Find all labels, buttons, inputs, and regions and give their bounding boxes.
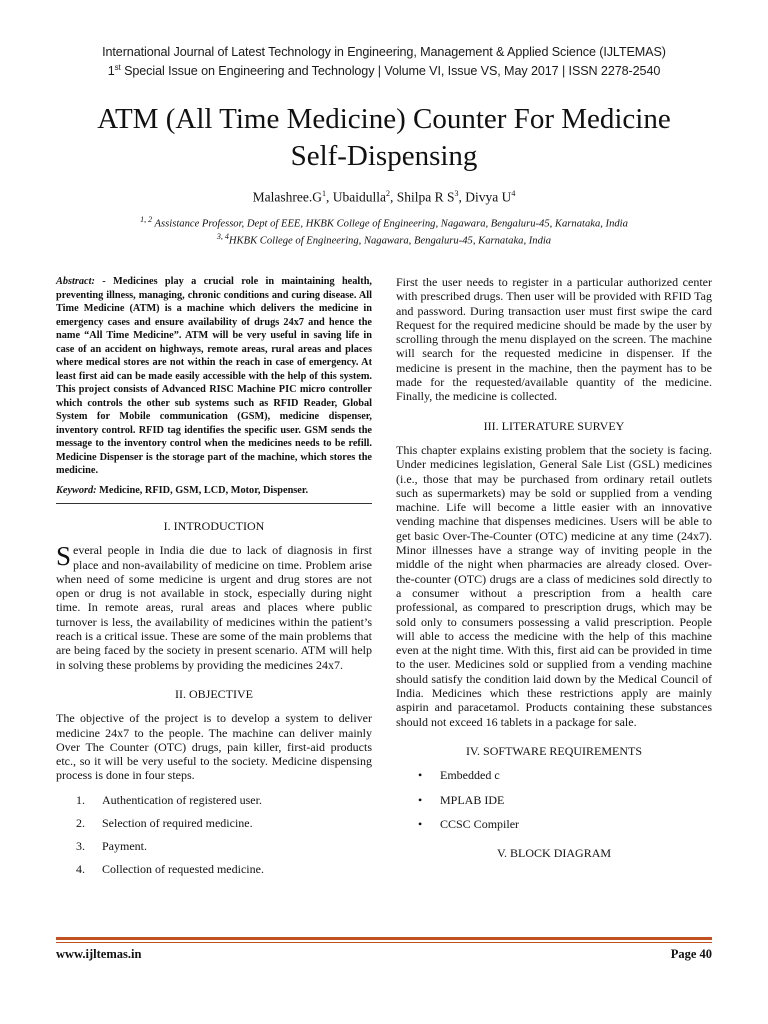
list-text: Collection of requested medicine. <box>102 862 264 877</box>
issue-ordinal-suffix: st <box>114 63 121 72</box>
abstract-text: - Medicines play a crucial role in maintaining health, preventing illness, managing, chronic conditions and curing disease. All Time Medicine (ATM) is a machine which delivers the medicine in emergency cases and ensure availability of drugs 24x7 and hence the name “All Time Medicine”. ATM will be very useful in saving life in case of an accident on highways, remote areas, rural areas and places where medical stores are not within the reach in case of emergency. At least first aid can be made easily accessible with the help of this system. This project consists of Advanced RISC Machine PIC micro controller which controls the other sub systems such as RFID Reader, Global System for Mobile communication (GSM), medicine dispenser, inventory control. RFID tag identifies the specific user. GSM sends the message to the inventory control when the medicines needs to be refill. Medicine Dispenser is the storage part of the machine, which stores the medicine. <box>56 276 372 476</box>
keywords-text: Medicine, RFID, GSM, LCD, Motor, Dispenser. <box>96 484 309 496</box>
section-heading-software-requirements: IV. SOFTWARE REQUIREMENTS <box>465 743 643 758</box>
author-name: Shilpa R S <box>396 189 455 205</box>
left-column <box>56 275 372 886</box>
affiliation-2-sup: 3, 4 <box>216 232 229 241</box>
list-text: Selection of required medicine. <box>102 815 253 830</box>
process-paragraph: First the user needs to register in a particular authorized center with prescribed drugs. Then user will be provided with RFID Tag and password. During transaction user must first swipe the card Request for the required medicine should be made by the user by scrolling through the menu displayed on the screen. The machine will search for the requested medicine in dispenser. If the medicine is present in the machine, then the payment has to be made for the requested/available quantity of the medicine. Finally, the medicine is collected. <box>396 275 712 404</box>
software-requirements-list <box>396 768 712 831</box>
list-item <box>418 792 712 807</box>
title-line-1: ATM (All Time Medicine) Counter For Medicine <box>97 103 671 135</box>
footer-website-link[interactable]: www.ijltemas.in <box>56 947 142 961</box>
keywords-label: Keyword: <box>56 484 97 496</box>
list-item <box>418 816 712 831</box>
affiliation-1-text: Assistance Professor, Dept of EEE, HKBK College of Engineering, Nagawara, Bengaluru-45, Karnataka, India <box>152 218 628 230</box>
section-heading-introduction: I. INTRODUCTION <box>163 519 265 533</box>
footer-rule-thin <box>56 942 712 943</box>
issue-header <box>0 63 768 78</box>
journal-header: International Journal of Latest Technology in Engineering, Management & Applied Science (IJLTEMAS) <box>102 45 666 59</box>
list-item <box>76 815 372 830</box>
page-number: Page 40 <box>670 947 712 961</box>
footer-rule-thick <box>56 937 712 940</box>
author-list <box>0 189 768 206</box>
list-number: 4. <box>76 862 85 877</box>
list-text: Payment. <box>102 839 147 854</box>
author-sep: , <box>458 189 466 205</box>
author-sup: 3 <box>454 189 459 198</box>
author-sup: 1 <box>321 189 326 198</box>
title-line-2: Self-Dispensing <box>290 140 478 172</box>
issue-details: Special Issue on Engineering and Technology | Volume VI, Issue VS, May 2017 | ISSN 2278-2540 <box>120 64 661 79</box>
author-sup: 2 <box>385 189 390 198</box>
keywords <box>56 484 372 505</box>
list-text: Embedded c <box>440 768 500 783</box>
author-sep: , <box>389 189 397 205</box>
issue-ordinal: 1 <box>107 64 115 79</box>
author-sep: , <box>325 189 333 205</box>
affiliation-1 <box>0 215 768 230</box>
affiliation-1-sup: 1, 2 <box>140 215 153 224</box>
list-item <box>76 792 372 807</box>
list-number: 3. <box>76 839 85 854</box>
list-text: CCSC Compiler <box>440 816 520 831</box>
affiliation-2 <box>0 232 768 247</box>
author-name: Divya U <box>465 189 512 205</box>
list-item <box>76 862 372 877</box>
list-number: 1. <box>76 792 85 807</box>
section-heading-objective: II. OBJECTIVE <box>175 686 253 701</box>
list-text: MPLAB IDE <box>440 792 505 807</box>
affiliation-2-text: HKBK College of Engineering, Nagawara, Bengaluru-45, Karnataka, India <box>228 235 552 247</box>
bullet-icon: • <box>418 792 423 807</box>
abstract-label: Abstract: <box>56 276 95 287</box>
drop-cap: S <box>56 541 72 572</box>
section-heading-literature-survey: III. LITERATURE SURVEY <box>483 418 625 433</box>
abstract <box>56 275 372 478</box>
author-name: Ubaidulla <box>332 189 386 205</box>
right-column <box>396 275 712 870</box>
dispensing-steps-list <box>56 793 372 877</box>
objective-paragraph: The objective of the project is to develop a system to deliver medicine 24x7 to the people. The machine can deliver mainly Over The Counter (OTC) drugs, pain killer, first-aid products etc., so it will be very useful to the society. Medicine dispensing process is done in four steps. <box>56 711 372 783</box>
introduction-text: everal people in India die due to lack of diagnosis in first place and non-availability of medicine on time. Problem arise when need of some medicine is urgent and drug stores are not open or drug is not available in stock, especially during night time. In remote areas, rural areas and places where public turnover is less, the availability of medicines within the patient’s reach is a critical issue. These are some of the main problems that are being faced by the society in present scenario. ATM will help in solving these problems by providing the medicines 24x7. <box>56 543 372 672</box>
bullet-icon: • <box>418 768 423 783</box>
list-item <box>76 839 372 854</box>
section-heading-block-diagram: V. BLOCK DIAGRAM <box>496 846 612 861</box>
paper-title <box>0 101 768 175</box>
list-text: Authentication of registered user. <box>102 792 262 807</box>
author-name: Malashree.G <box>252 189 322 205</box>
introduction-paragraph <box>56 543 372 672</box>
literature-paragraph: This chapter explains existing problem that the society is facing. Under medicines legislation, General Sale List (GSL) medicines (i.e., those that may be purchased from ordinary retail outlets such as supermarkets) may be sold or supplied from a vending machine. Life will become a little easier with an innovative vending machine that dispenses medicines. Users will be able to get basic Over-The-Counter (OTC) medicine at any time (24x7). Minor illnesses have a strange way of inviting people in the middle of the night when pharmacies are already closed. Over-the-counter (OTC) drugs are a class of medicines sold directly to a consumer without a prescription from a health care professional, as compared to prescription drugs, which may be sold only to consumers possessing a valid prescription. People will able to access the medicine with the help of this machine even at the night time. With this, first aid can be provided in time to the user. Medicines sold or supplied from a vending machine should satisfy the condition laid down by the Medical Council of India. Medicines which these restrictions apply are mainly aspirin and paracetamol. Products containing these substances should not exceed 16 tablets in a package for sale. <box>396 442 712 729</box>
author-sup: 4 <box>511 189 516 198</box>
list-number: 2. <box>76 815 85 830</box>
list-item <box>418 768 712 783</box>
bullet-icon: • <box>418 816 423 831</box>
